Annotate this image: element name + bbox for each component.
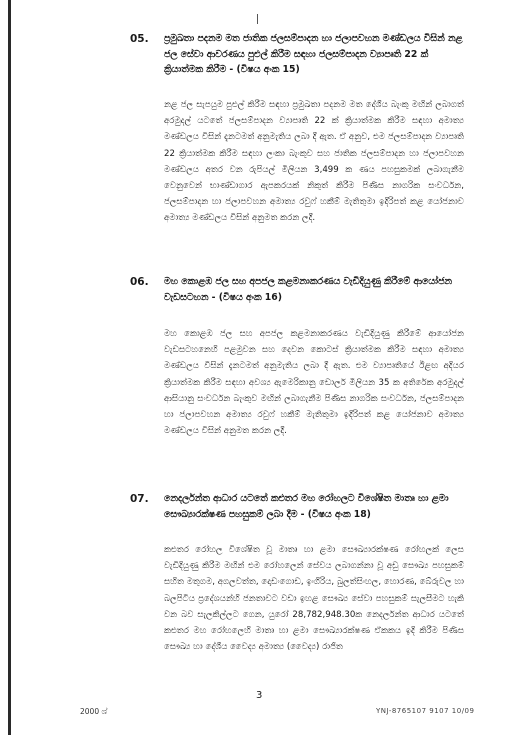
page-top-mark: [257, 14, 258, 24]
section-number: 05.: [130, 33, 149, 45]
section-heading: නෙදර්ලන්ත ආධාර යටතේ කළුතර මහ රෝහලට විශේෂිත මාතෘ හා ළමා සෞඛ්‍යාරක්ෂණ පහසුකම් ලබා දීම - (විෂය අංක 18): [164, 493, 449, 520]
section-heading: මහ කොළඹ ජල සහ අපජල කළමනාකරණය වැඩිදියුණු කිරීමේ ආයෝජන වැඩසටහන - (විෂය අංක 16): [164, 276, 452, 303]
section-number: 07.: [130, 493, 149, 505]
page-number: 3: [256, 690, 263, 701]
section-heading: ප්‍රමුඛතා පදනම මත ජාතික ජලසම්පාදන හා ජලාපවහන මණ්ඩලය විසින් නළ ජල සේවා ආවරණය පුළුල් කිරීම සඳහා ජලසම්පාදන ව්‍යාපෘති 22 ක් ක්‍රියාත්මක කිරීම - (විෂය අංක 15): [164, 33, 463, 75]
footer-left-code: 2000 ශ්: [80, 707, 107, 716]
section-body: මහ කොළඹ ජල සහ අපජල කළමනාකරණය වැඩිදියුණු කිරීමේ ආයෝජන වැඩසටහනෙහි පළමුවන සහ දෙවන කොටස් ක්‍රියාත්මක කිරීම සඳහා අමාත්‍ය මණ්ඩලය විසින් දැනටමත් අනුමැතිය ලබා දී ඇත. එම ව්‍යාපෘතියේ ඊළඟ අදියර ක්‍රියාත්මක කිරීම සඳහා අවශ්‍ය ඇමෙරිකානු ඩොලර් මිලියන 35 ක අතිරේක අරමුදල් ආසියානු සංවර්ධන බැංකුව මඟින් ලබාගැනීම පිණිස නාගරික සංවර්ධන, ජලසම්පාදන හා ජලාපවහන අමාත්‍ය රවුෆ් හකීම් මැතිතුමා ඉදිරිපත් කළ යෝජනාව අමාත්‍ය මණ්ඩලය විසින් අනුමත කරන ලදී.: [164, 329, 464, 437]
footer-right-code: YNJ-8765107 9107 10/09: [376, 707, 475, 715]
scan-edge: [8, 0, 11, 735]
section-body: නළ ජල සැපයුම පුළුල් කිරීම සඳහා ප්‍රමුඛතා පදනම මත දේශීය බැංකු මඟින් ලබාගත් අරමුදල් යටතේ ජලසම්පාදන ව්‍යාපෘති 22 ක් ක්‍රියාත්මක කිරීම සඳහා අමාත්‍ය මණ්ඩලය විසින් දැනටමත් අනුමැතිය ලබා දී ඇත. ඒ අනුව, එම ජලසම්පාදන ව්‍යාපෘති 22 ක්‍රියාත්මක කිරීම සඳහා ලංකා බැංකුව සහ ජාතික ජලසම්පාදන හා ජලාපවහන මණ්ඩලය අතර වන රුපියල් මිලියන 3,499 ක ණය පහසුකමක් ලබාගැනීම වෙනුවෙන් භාණ්ඩාගාර ඇපකරයක් නිකුත් කිරීම පිණිස නාගරික සංවර්ධන, ජලසම්පාදන හා ජලාපවහන අමාත්‍ය රවුෆ් හකීම් මැතිතුමා ඉදිරිපත් කළ යෝජනාව අමාත්‍ය මණ්ඩලය විසින් අනුමත කරන ලදී.: [164, 100, 464, 224]
section-number: 06.: [130, 276, 149, 288]
section-body: කළුතර රෝහල විශේෂිත වූ මාතෘ හා ළමා සෞඛ්‍යාරක්ෂණ රෝහලක් ලෙස වැඩිදියුණු කිරීම මඟින් එම රෝහලෙන් සේවය ලබාගන්නා වූ අඩු සෞඛ්‍ය පහසුකම් සහිත මතුගම, අගලවත්ත, දොඩංගොඩ, ඉංගිරිය, බුලත්සිංහල, හොරණ, බේරුවල හා බලපිටිය ප්‍රදේශයන්හි ජනතාවට වඩා ඉහළ සෞඛ්‍ය සේවා පහසුකම් සැලසීමට හැකි වන බව සැලකිල්ලට ගෙන, යුරෝ 28,782,948.30ක නෙදර්ලන්ත ආධාර යටතේ කළුතර මහ රෝහලෙහි මාතෘ හා ළමා සෞඛ්‍යාරක්ෂණ ඒකකය ඉදි කිරීම පිණිස සෞඛ්‍ය හා දේශීය වෛද්‍ය අමාත්‍ය (වෛද්‍ය) රාජිත: [164, 545, 464, 653]
